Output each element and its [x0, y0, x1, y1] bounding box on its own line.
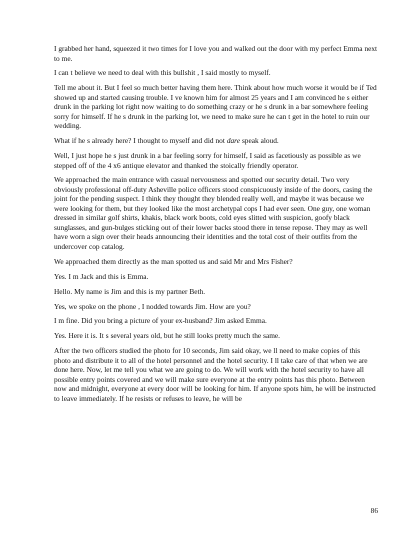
paragraph: After the two officers studied the photo for 10 seconds, Jim said okay, we ll need to make copies of this photo and distribute it to all of the hotel personnel and the hotel security. I ll take care of that when we are done here. Now, let me tell you what we are going to do. We will work with the hotel security to have all possible entry points covered and we will make sure everyone at the entry points has this photo. Between now and midnight, everyone at every door will be looking for him. If anyone spots him, he will be instructed to leave immediately. If he resists or refuses to leave, he will be — [54, 346, 376, 403]
paragraph: I grabbed her hand, squeezed it two times for I love you and walked out the door with my perfect Emma next to me. — [54, 44, 378, 63]
paragraph: I m fine. Did you bring a picture of your ex-husband? Jim asked Emma. — [54, 316, 267, 326]
paragraph: We approached the main entrance with casual nervousness and spotted our security detail. Two very obviously professional off-duty Asheville police officers stood conspicuously inside of the doors, casing the joint for the pending suspect. I think they thought they blended really well, and maybe it was because we were looking for them, but they looked like the most archetypal cops I had ever seen. One guy, one woman dressed in similar golf shirts, khakis, black work boots, cold eyes slitted with suspicion, goofy black sunglasses, and gun-bulges sticking out of their lower backs stood there in tense repose. They may as well have worn a sign over their heads announcing their identities and the total cost of their outfits from the undercover cop catalog. — [54, 175, 373, 251]
paragraph: Well, I just hope he s just drunk in a bar feeling sorry for himself, I said as facetiously as possible as we stepped off of the 4 x6 antique elevator and thanked the stoically friendly operator. — [54, 151, 361, 170]
paragraph: Tell me about it. But I feel so much better having them here. Think about how much worse it would be if Ted showed up and started causing trouble. I ve known him for almost 25 years and I am convinced he s either drunk in the parking lot right now waiting to do something crazy or he s drunk in a bar somewhere feeling sorry for himself. If he s drunk in the parking lot, we need to make sure he can t get in the hotel to ruin our wedding. — [54, 83, 377, 131]
italic-word: dare — [226, 136, 241, 146]
paragraph: I can t believe we need to deal with this bullshit , I said mostly to myself. — [54, 68, 271, 78]
paragraph: Hello. My name is Jim and this is my partner Beth. — [54, 286, 206, 296]
paragraph: Yes. Here it is. It s several years old, but he still looks pretty much the same. — [54, 331, 281, 341]
paragraph: What if he s already here? I thought to myself and did not dare speak aloud. — [54, 136, 279, 146]
paragraph: Yes, we spoke on the phone , I nodded towards Jim. How are you? — [54, 301, 251, 311]
body-text — [54, 44, 378, 403]
page-number: 86 — [370, 506, 378, 515]
paragraph: Yes. I m Jack and this is Emma. — [54, 271, 149, 281]
paragraph: We approached them directly as the man spotted us and said Mr and Mrs Fisher? — [54, 256, 293, 266]
